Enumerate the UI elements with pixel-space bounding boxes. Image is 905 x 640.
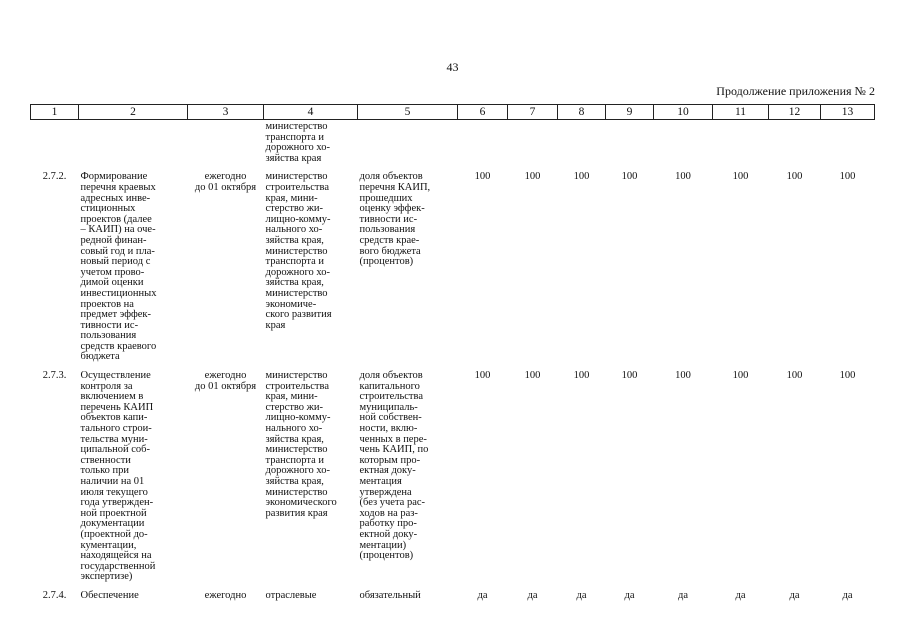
column-number: 7 [508, 105, 558, 120]
indicator-cell: обязательный [359, 589, 421, 601]
column-number: 1 [31, 105, 79, 120]
indicator-cell: доля объектов перечня КАИП, прошедших оценку эффек- тивности ис- пользования средств крае- вого бюджета (процентов) [359, 171, 431, 268]
value-cell: 100 [732, 370, 749, 382]
term-cell: ежегодно [204, 589, 247, 601]
table-row [31, 369, 875, 585]
table-row [31, 170, 875, 365]
value-cell: 100 [675, 171, 691, 183]
column-number: 10 [654, 105, 713, 120]
value-cell: 100 [839, 370, 856, 382]
indicator-cell: доля объектов капитального строительства муниципаль- ной собствен- ности, вклю- ченных в пере- чень КАИП, по которым про- ектная доку- ментация утверждена (без учета рас- ходов на раз- работку про- ектной доку- ментации) (процентов) [359, 370, 429, 562]
item-number: 2.7.2. [42, 171, 67, 183]
value-cell: 100 [621, 370, 638, 382]
continuation-label: Продолжение приложения № 2 [716, 84, 875, 98]
column-number: 6 [458, 105, 508, 120]
value-cell: 100 [474, 370, 491, 382]
value-cell: да [477, 589, 488, 601]
value-cell: 100 [621, 171, 638, 183]
executor-cell: отраслевые [265, 589, 317, 601]
value-cell: да [735, 589, 746, 601]
executor-cell: министерство строительства края, мини- стерство жи- лищно-комму- нального хо- зяйства края, министерство транспорта и дорожного хо- зяйства края, министерство экономиче- ского развития края [265, 171, 332, 331]
executor-cell: министерство строительства края, мини- стерство жи- лищно-комму- нального хо- зяйства края, министерство транспорта и дорожного хо- зяйства края, министерство экономического развития края [265, 370, 337, 519]
executor-cell: министерство транспорта и дорожного хо- зяйства края [265, 121, 330, 164]
value-cell: 100 [675, 370, 691, 382]
value-cell: 100 [839, 171, 856, 183]
header-row [31, 105, 875, 120]
item-number: 2.7.4. [42, 589, 67, 601]
value-cell: да [527, 589, 538, 601]
term-cell: ежегодно до 01 октября [194, 370, 257, 392]
term-cell: ежегодно до 01 октября [194, 171, 257, 193]
table-row [31, 589, 875, 604]
column-number: 5 [358, 105, 458, 120]
value-cell: да [576, 589, 587, 601]
column-number: 3 [188, 105, 264, 120]
column-number: 8 [558, 105, 606, 120]
value-cell: да [677, 589, 688, 601]
measure-cell: Формирование перечня краевых адресных инве- стиционных проектов (далее – КАИП) на оче- редной финан- совый год и пла- новый период с учетом прово- димой оценки инвестиционных проектов на предмет эффек- тивности ис- пользования средств краевого бюджета [80, 171, 157, 363]
plan-table [30, 104, 875, 604]
column-number: 2 [79, 105, 188, 120]
page-number: 43 [446, 60, 459, 74]
value-cell: да [789, 589, 800, 601]
measure-cell: Обеспечение [80, 589, 139, 601]
continued-row [31, 120, 875, 167]
value-cell: да [842, 589, 853, 601]
value-cell: 100 [524, 370, 541, 382]
value-cell: 100 [732, 171, 749, 183]
column-number: 4 [264, 105, 358, 120]
value-cell: 100 [524, 171, 541, 183]
column-number: 9 [606, 105, 654, 120]
value-cell: 100 [573, 171, 590, 183]
value-cell: 100 [786, 370, 803, 382]
measure-cell: Осуществление контроля за включением в перечень КАИП объектов капи- тального строи- тельства муни- ципальной соб- ственности только при наличии на 01 июля текущего года утвержден- ной проектной документации (проектной до- кументации, находящейся на государственной экспертизе) [80, 370, 156, 583]
column-number: 12 [769, 105, 821, 120]
column-number: 13 [821, 105, 875, 120]
column-number: 11 [713, 105, 769, 120]
value-cell: 100 [474, 171, 491, 183]
value-cell: 100 [573, 370, 590, 382]
value-cell: да [624, 589, 635, 601]
value-cell: 100 [786, 171, 803, 183]
item-number: 2.7.3. [42, 370, 67, 382]
